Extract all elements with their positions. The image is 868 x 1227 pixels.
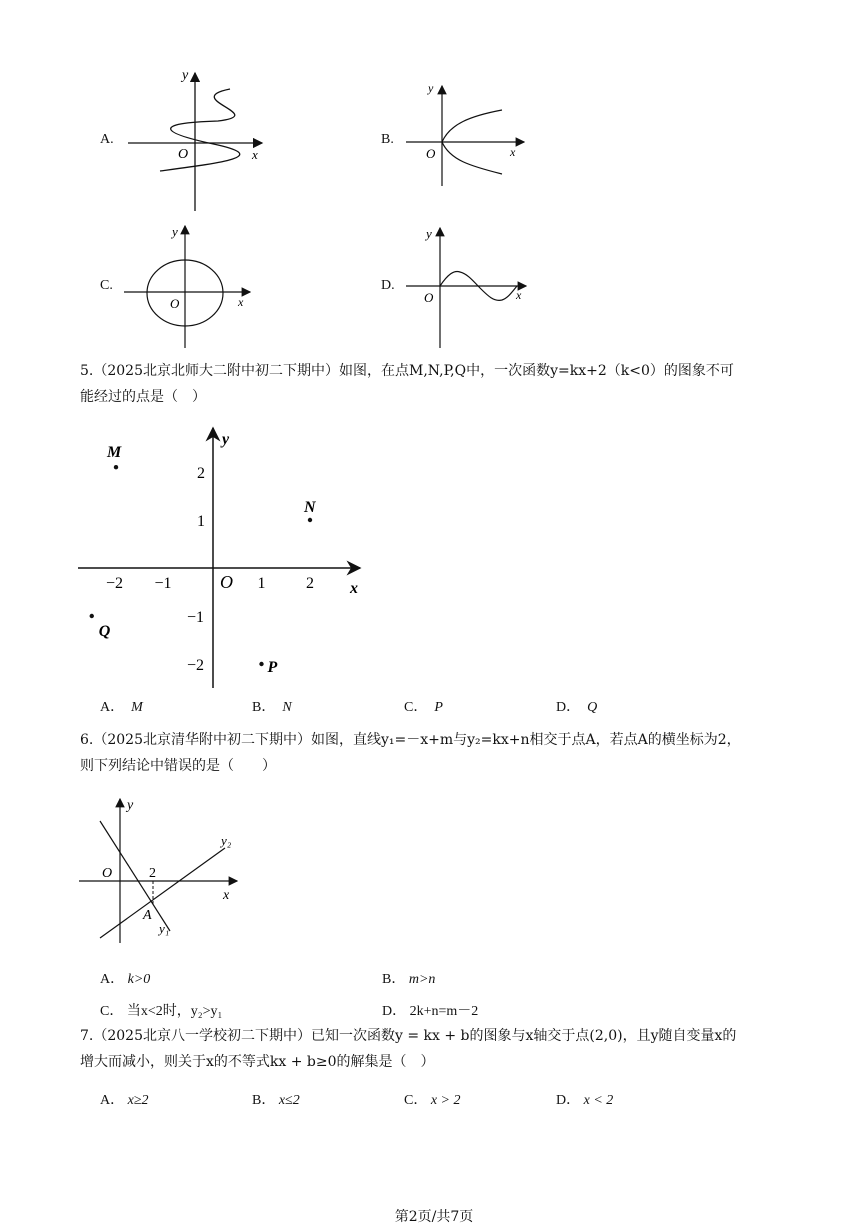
- line1-label: y₁: [159, 921, 170, 936]
- y-tick-label: 1: [197, 513, 205, 530]
- option-c-graph: [120, 220, 260, 350]
- question-6-text: [80, 727, 800, 779]
- y-label: y: [222, 431, 230, 448]
- y-ticks: [187, 465, 205, 674]
- question-number: 6.: [80, 732, 94, 748]
- x-label: x: [238, 295, 244, 309]
- y-tick-label: 2: [197, 465, 205, 482]
- choice-b[interactable]: B． m>n: [382, 972, 436, 987]
- y-label: y: [428, 81, 434, 95]
- choice-c[interactable]: C． x > 2: [404, 1093, 461, 1108]
- origin-label: O: [220, 572, 233, 592]
- x-tick-label: −1: [154, 575, 172, 592]
- choice-d[interactable]: D． 2k+n=m－2: [382, 1004, 479, 1019]
- choice-a[interactable]: A． x≥2: [100, 1093, 149, 1108]
- origin-label: O: [178, 147, 189, 162]
- x-label: x: [223, 888, 230, 903]
- page-footer: 第2页/共7页: [394, 1209, 474, 1225]
- point-label-q: Q: [98, 623, 111, 640]
- question-source: （2025北京北师大二附中初二下期中）: [93, 363, 339, 379]
- question-7-text: [80, 1023, 800, 1075]
- choice-c[interactable]: C． P: [404, 700, 443, 715]
- tick-label: 2: [149, 866, 156, 881]
- question-body-cont: 能经过的点是（ ）: [80, 389, 206, 405]
- choice-c[interactable]: C． 当x<2时，y₂>y₁: [100, 1004, 223, 1019]
- y-label: y: [127, 798, 134, 813]
- option-b-graph: [400, 78, 530, 188]
- x-tick-label: 1: [257, 575, 266, 592]
- option-d-label: D.: [381, 278, 395, 293]
- question-body: 如图，在点M,N,P,Q中，一次函数y=kx+2（k<0）的图象不可: [339, 363, 734, 379]
- y-label: y: [182, 68, 189, 83]
- x-label: x: [510, 145, 516, 159]
- point-label-n: N: [304, 499, 316, 516]
- origin-label: O: [170, 296, 180, 311]
- question-6-graph: [75, 795, 245, 945]
- point-q: [90, 614, 94, 618]
- question-number: 7.: [80, 1028, 94, 1044]
- option-a-label: A.: [100, 132, 114, 147]
- choice-b[interactable]: B． x≤2: [252, 1093, 300, 1108]
- question-body: 已知一次函数y = kx + b的图象与x轴交于点(2,0)，且y随自变量x的: [311, 1028, 737, 1044]
- question-number: 5.: [80, 363, 94, 379]
- y-label: y: [172, 224, 178, 239]
- x-label: x: [516, 288, 522, 302]
- y-tick-label: −2: [187, 657, 205, 674]
- option-c-label: C.: [100, 278, 113, 293]
- option-d-graph: [402, 222, 532, 350]
- option-a-graph: [120, 65, 270, 215]
- question-6-choices: [100, 968, 720, 1020]
- choice-b[interactable]: B． N: [252, 700, 292, 715]
- choice-d[interactable]: D． x < 2: [556, 1093, 614, 1108]
- point-label: A: [143, 908, 152, 923]
- x-ticks: [106, 575, 314, 592]
- question-5-choices: [100, 696, 720, 716]
- choice-d[interactable]: D． Q: [556, 700, 598, 715]
- point-label-m: M: [107, 444, 122, 462]
- origin-label: O: [424, 290, 434, 305]
- question-5-text: [80, 358, 800, 410]
- question-body-cont: 增大而减小，则关于x的不等式kx + b≥0的解集是（ ）: [80, 1054, 435, 1070]
- question-source: （2025北京八一学校初二下期中）: [93, 1028, 311, 1044]
- point-label-p: P: [267, 659, 278, 676]
- choice-a[interactable]: A． M: [100, 700, 143, 715]
- question-7-choices: [100, 1089, 720, 1109]
- option-b-label: B.: [381, 132, 394, 147]
- origin-label: O: [102, 866, 113, 881]
- x-label: x: [252, 147, 258, 162]
- point-n: [308, 518, 312, 522]
- x-label: x: [350, 580, 358, 597]
- question-source: （2025北京清华附中初二下期中）: [93, 732, 311, 748]
- question-body: 如图，直线y₁=－x+m与y₂=kx+n相交于点A，若点A的横坐标为2，: [311, 732, 741, 748]
- y-tick-label: −1: [187, 609, 205, 626]
- question-5-graph: [70, 420, 370, 695]
- y-label: y: [426, 226, 432, 241]
- line2-label: y₂: [221, 833, 232, 848]
- origin-label: O: [426, 146, 436, 161]
- point-p: [259, 662, 263, 666]
- curve: [160, 89, 240, 171]
- question-body-cont: 则下列结论中错误的是（ ）: [80, 758, 276, 774]
- point-m: [114, 465, 118, 469]
- x-tick-label: −2: [106, 575, 124, 592]
- x-tick-label: 2: [306, 575, 314, 592]
- choice-a[interactable]: A． k>0: [100, 972, 151, 987]
